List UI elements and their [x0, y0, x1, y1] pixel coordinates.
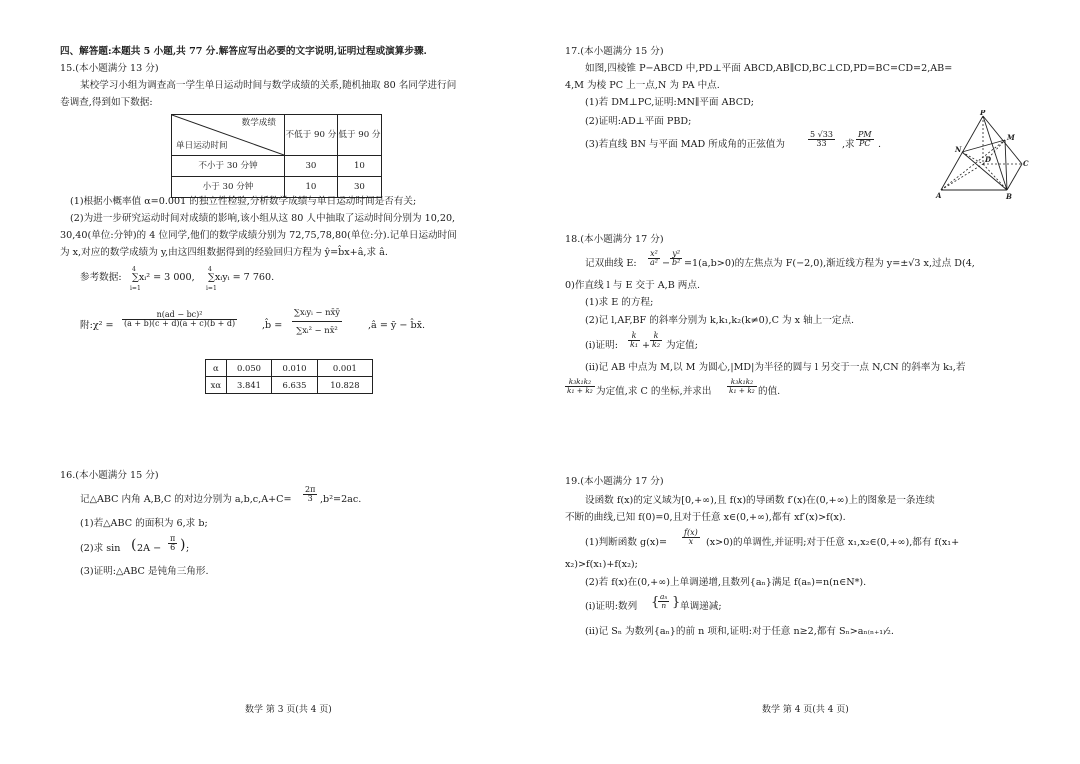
q15-line1: 某校学习小组为调查高一学生单日运动时间与数学成绩的关系,随机抽取 80 名同学进行问	[80, 80, 457, 91]
q17-ratio-fraction	[856, 131, 874, 149]
hyp-num1: x²	[648, 250, 660, 259]
q19-part1b: (x>0)的单调性,并证明;对于任意 x₁,x₂∈(0,+∞),都有 f(x₁+	[706, 537, 960, 548]
col-header-1: 不低于 90 分	[285, 115, 338, 156]
q15-part2c: 为 x,对应的数学成绩为 y,由这四组数据得到的经验回归方程为 ŷ=b̂x+â,求 â.	[60, 247, 388, 258]
q15-line2: 卷调查,得到如下数据:	[60, 97, 153, 108]
q19-part1a: (1)判断函数 g(x)=	[585, 537, 668, 548]
b-denominator: ∑xᵢ² − nx̄²	[296, 324, 338, 335]
table-row	[172, 156, 382, 177]
q16-p2-den: 6	[170, 543, 176, 553]
brace-open: {	[651, 595, 660, 610]
q16-part2-prefix: (2)求 sin	[80, 543, 121, 554]
q19-line2: 不断的曲线,已知 f(0)=0,且对于任意 x∈(0,+∞),都有 xf′(x)>f(x).	[565, 512, 846, 523]
q18-part-ii-frac1	[565, 378, 595, 395]
cell: 10	[337, 156, 381, 177]
q17-head: 17.(本小题满分 15 分)	[565, 46, 664, 57]
q18-part-ii: (ⅱ)记 AB 中点为 M,以 M 为圆心,|MD|为半径的圆与 l 另交于一点 N,CN 的斜率为 k₃,若	[585, 362, 966, 373]
label-A: A	[936, 191, 942, 200]
ref-data-b: ∑xᵢyᵢ = 7 760.	[208, 272, 275, 283]
cell: 6.635	[272, 377, 318, 394]
ref-data-label: 参考数据:	[80, 272, 122, 283]
k-den2: k₂	[652, 340, 661, 350]
q18-part-i-a: (ⅰ)证明:	[585, 340, 618, 351]
q19-line1: 设函数 f(x)的定义域为[0,+∞),且 f(x)的导函数 f′(x)在(0,+∞)上的图象是一条连续	[585, 495, 935, 506]
page-footer-left: 数学 第 3 页(共 4 页)	[245, 705, 332, 715]
cell: 10.828	[317, 377, 372, 394]
cell: 30	[337, 177, 381, 198]
q18-line1b: =1(a,b>0)的左焦点为 F(−2,0),渐近线方程为 y=±√3 x,过点 D(4,	[684, 258, 975, 269]
formula-chi	[122, 311, 237, 329]
q19-part2: (2)若 f(x)在(0,+∞)上单调递增,且数列{aₙ}满足 f(aₙ)=n(n∈N*).	[585, 577, 867, 588]
q17-line1: 如图,四棱锥 P−ABCD 中,PD⊥平面 ABCD,AB∥CD,BC⊥CD,PD=BC=CD=2,AB=	[585, 63, 953, 74]
q17-part3b: ,求	[842, 139, 855, 150]
q18-part-i-frac2	[650, 332, 662, 350]
critical-value-table	[205, 359, 373, 394]
table-diagonal-header	[172, 115, 285, 156]
q19-part1c: x₂)>f(x₁)+f(x₂);	[565, 559, 638, 570]
q18-part1: (1)求 E 的方程;	[585, 297, 654, 308]
q15-part2b: 30,40(单位:分钟)的 4 位同学,他们的数学成绩分别为 72,75,78,80(单位:分).记单日运动时间	[60, 230, 457, 241]
q18-part-i-plus: +	[642, 340, 651, 351]
ref-sum-bottom-2: i=1	[206, 285, 217, 292]
q17-part3c: .	[878, 139, 882, 150]
paren-close: )	[180, 537, 186, 553]
sine-den: 33	[816, 139, 827, 149]
q18-line2: 0)作直线 l 与 E 交于 A,B 两点.	[565, 280, 701, 291]
chi-numerator: n(ad − bc)²	[122, 311, 237, 320]
label-D: D	[985, 155, 992, 164]
q15-part2a: (2)为进一步研究运动时间对成绩的影响,该小组从这 80 人中抽取了运动时间分别为 10,20,	[70, 213, 456, 224]
k3-num: k₃k₁k₂	[565, 378, 595, 387]
paren-open: (	[131, 537, 137, 553]
g-den: x	[688, 537, 694, 547]
cell: 0.001	[317, 360, 372, 377]
formula-a: ,â = ȳ − b̂x̄.	[368, 320, 426, 331]
q15-head: 15.(本小题满分 13 分)	[60, 63, 159, 74]
label-C: C	[1023, 159, 1029, 168]
q16-head: 16.(本小题满分 15 分)	[60, 470, 159, 481]
table-row	[206, 377, 373, 394]
label-N: N	[955, 145, 962, 154]
q17-part2: (2)证明:AD⊥平面 PBD;	[585, 116, 692, 127]
q15-part1: (1)根据小概率值 α=0.001 的独立性检验,分析数学成绩与单日运动时间是否有关;	[70, 196, 417, 207]
hyp-den2: b²	[672, 258, 681, 268]
label-B: B	[1006, 192, 1012, 201]
pyramid-figure	[925, 110, 1030, 202]
q16-part2-arg: 2A −	[137, 543, 162, 554]
diag-top-label: 数学成绩	[241, 118, 276, 128]
k3-den: k₁ + k₂	[567, 385, 593, 395]
q19-part-i-b: 单调递减;	[680, 601, 722, 612]
q19-part-i-frac	[658, 593, 669, 610]
an-den: n	[661, 600, 667, 610]
cell: 0.010	[272, 360, 318, 377]
k3-den2: k₁ + k₂	[729, 385, 755, 395]
sine-num: 5 √33	[810, 130, 833, 139]
k-den1: k₁	[630, 340, 639, 350]
ref-sum-top-2: 4	[208, 266, 212, 273]
q17-sine-fraction	[808, 131, 835, 149]
row-label: 小于 30 分钟	[172, 177, 285, 198]
col-header-2: 低于 90 分	[337, 115, 381, 156]
ratio-num: PM	[858, 130, 872, 139]
q18-part-ii-frac2	[727, 378, 757, 395]
diag-bottom-label: 单日运动时间	[176, 141, 228, 152]
q19-part1-frac	[682, 529, 700, 547]
q16-den: 3	[307, 494, 313, 504]
q16-part2-fraction	[168, 535, 177, 553]
an-num: aₙ	[660, 592, 668, 601]
q19-part-ii: (ⅱ)记 Sₙ 为数列{aₙ}的前 n 项和,证明:对于任意 n≥2,都有 Sₙ>aₙ₍ₙ₊₁₎⁄₂.	[585, 626, 894, 637]
k-num2: k	[650, 332, 662, 341]
q18-part2: (2)记 l,AF,BF 的斜率分别为 k,k₁,k₂(k≠0),C 为 x 轴上一定点.	[585, 315, 855, 326]
q18-part-ii-b: 的值.	[758, 386, 781, 397]
q18-line1a: 记双曲线 E:	[585, 258, 637, 269]
ref-sum-top: 4	[132, 266, 136, 273]
k-num1: k	[628, 332, 640, 341]
page-footer-right: 数学 第 4 页(共 4 页)	[762, 705, 849, 715]
q18-frac1	[648, 250, 660, 268]
formula-chi-label: 附:χ² =	[80, 320, 114, 331]
brace-close: }	[672, 595, 681, 610]
q18-part-i-frac1	[628, 332, 640, 350]
table-row	[206, 360, 373, 377]
q16-fraction	[303, 486, 317, 504]
row-label: 不小于 30 分钟	[172, 156, 285, 177]
table-row	[172, 177, 382, 198]
section-header: 四、解答题:本题共 5 小题,共 77 分.解答应写出必要的文字说明,证明过程或演算步骤.	[60, 46, 427, 57]
x-alpha-header: xα	[206, 377, 227, 394]
q18-part-i-b: 为定值;	[666, 340, 699, 351]
q16-part2-end: ;	[186, 543, 190, 554]
q19-head: 19.(本小题满分 17 分)	[565, 476, 664, 487]
q16-num: 2π	[305, 485, 316, 494]
q18-head: 18.(本小题满分 17 分)	[565, 234, 664, 245]
cell: 30	[285, 156, 338, 177]
q18-minus: −	[662, 258, 671, 269]
q17-line2: 4,M 为棱 PC 上一点,N 为 PA 中点.	[565, 80, 720, 91]
q19-part-i-a: (ⅰ)证明:数列	[585, 601, 638, 612]
chi-denominator: (a + b)(c + d)(a + c)(b + d)	[124, 319, 236, 329]
cell: 3.841	[226, 377, 272, 394]
label-M: M	[1007, 133, 1015, 142]
ref-data-a: ∑xᵢ² = 3 000,	[132, 272, 195, 283]
q17-part1: (1)若 DM⊥PC,证明:MN∥平面 ABCD;	[585, 97, 755, 108]
q17-part3a: (3)若直线 BN 与平面 MAD 所成角的正弦值为	[585, 139, 785, 150]
g-num: f(x)	[684, 528, 698, 537]
cell: 10	[285, 177, 338, 198]
formula-b	[292, 304, 342, 339]
label-P: P	[980, 110, 986, 117]
q16-line1b: ,b²=2ac.	[320, 494, 362, 505]
q18-part-ii-a: 为定值,求 C 的坐标,并求出	[596, 386, 712, 397]
hyp-den1: a²	[650, 258, 658, 268]
hyp-num2: y²	[670, 250, 682, 259]
q18-frac2	[670, 250, 682, 268]
q16-part3: (3)证明:△ABC 是钝角三角形.	[80, 566, 209, 577]
q16-p2-num: π	[170, 534, 176, 543]
ratio-den: PC	[859, 139, 871, 149]
q16-part1: (1)若△ABC 的面积为 6,求 b;	[80, 518, 208, 529]
k3-num2: k₃k₁k₂	[727, 378, 757, 387]
q16-line1a: 记△ABC 内角 A,B,C 的对边分别为 a,b,c,A+C=	[80, 494, 292, 505]
cell: 0.050	[226, 360, 272, 377]
frequency-table	[171, 114, 382, 198]
alpha-header: α	[206, 360, 227, 377]
formula-b-label: ,b̂ =	[262, 320, 283, 331]
ref-sum-bottom: i=1	[130, 285, 141, 292]
b-numerator: ∑xᵢyᵢ − nx̄ȳ	[292, 304, 342, 322]
